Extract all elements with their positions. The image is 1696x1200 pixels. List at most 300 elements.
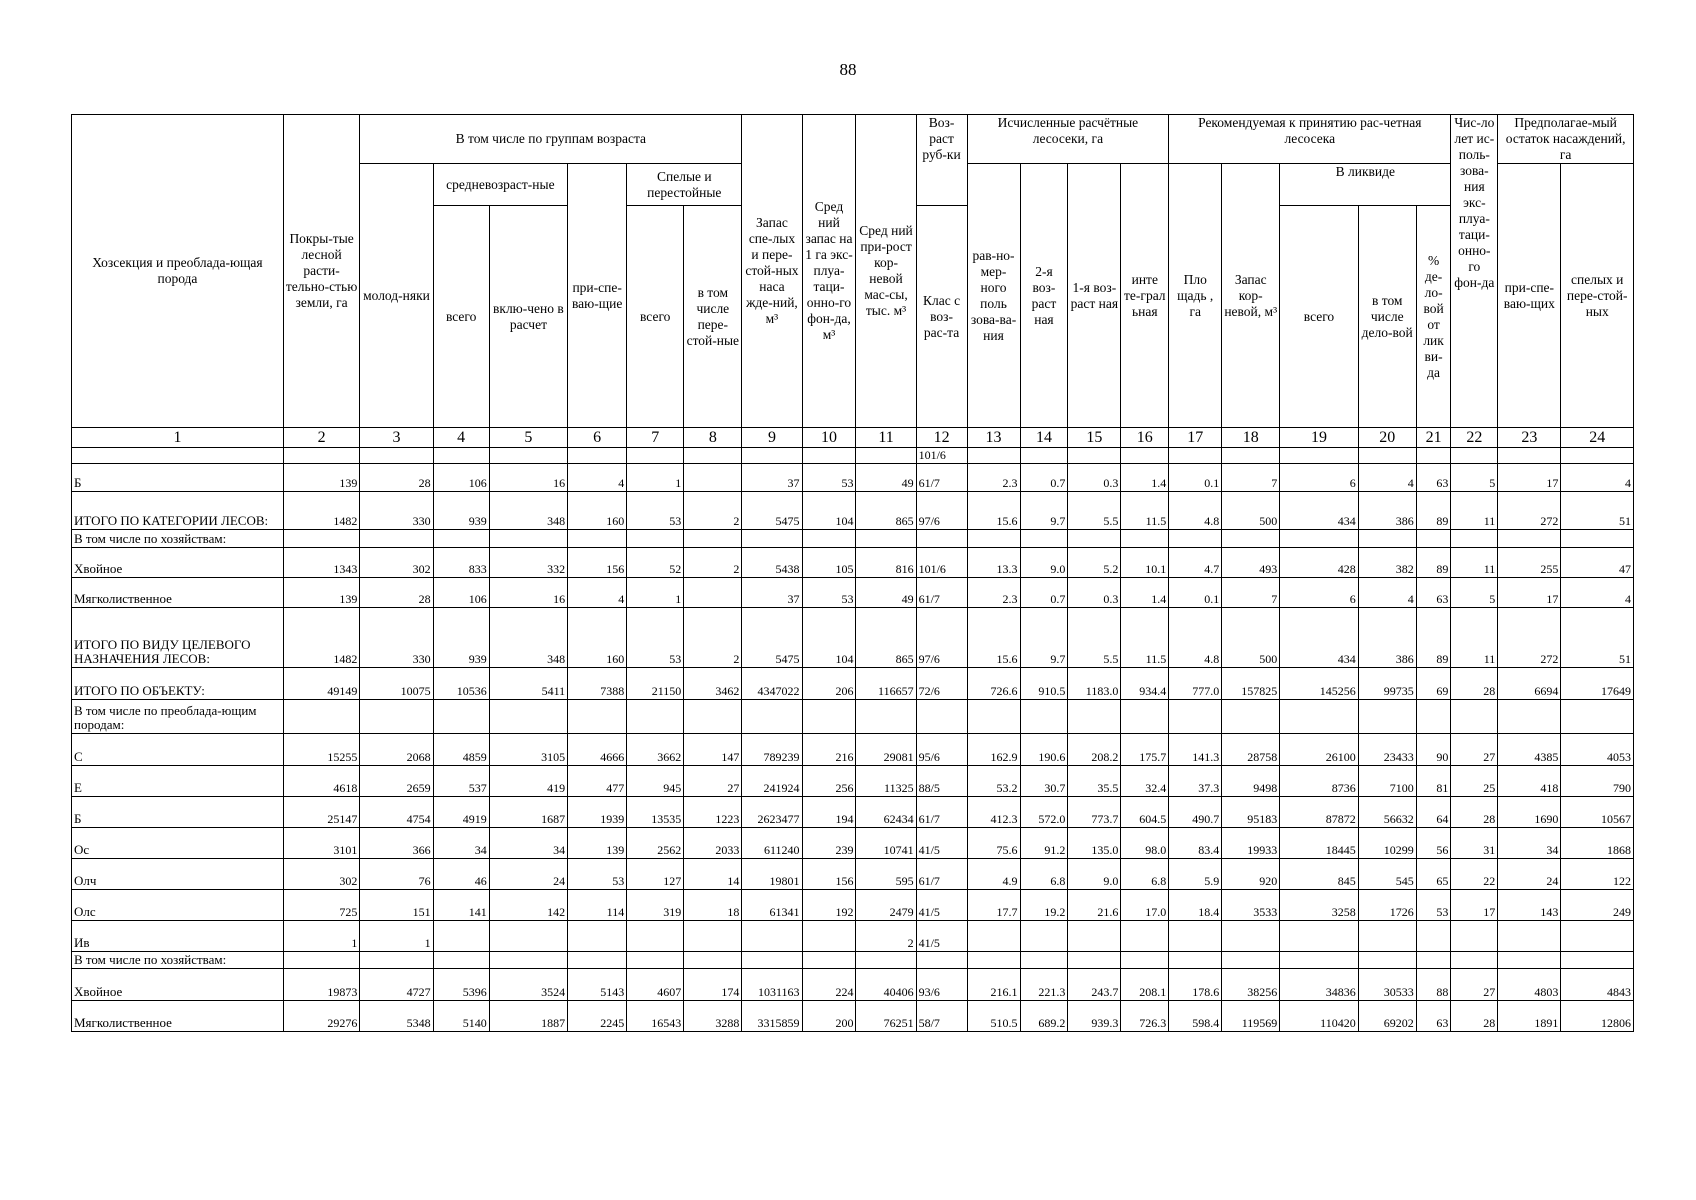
table-cell: 52 <box>627 548 684 578</box>
table-cell: 104 <box>802 492 856 530</box>
table-cell <box>568 530 627 548</box>
table-cell: 4666 <box>568 734 627 766</box>
table-cell: 10075 <box>360 668 433 700</box>
table-cell: 4 <box>568 464 627 492</box>
table-cell: 9.7 <box>1020 492 1068 530</box>
table-cell: 24 <box>1498 859 1561 890</box>
table-cell: 1 <box>627 578 684 608</box>
row-label: В том числе по хозяйствам: <box>72 530 284 548</box>
table-cell: 10.1 <box>1121 548 1169 578</box>
table-cell: 56632 <box>1358 797 1416 828</box>
table-cell: 135.0 <box>1068 828 1121 859</box>
table-cell: 93/6 <box>916 969 967 1001</box>
column-number: 16 <box>1121 428 1169 448</box>
table-cell <box>360 700 433 734</box>
table-cell: 76 <box>360 859 433 890</box>
table-cell: 65 <box>1416 859 1451 890</box>
table-cell: 27 <box>1451 969 1498 1001</box>
row-label: ИТОГО ПО ВИДУ ЦЕЛЕВОГО НАЗНАЧЕНИЯ ЛЕСОВ: <box>72 608 284 668</box>
table-cell <box>1416 530 1451 548</box>
table-cell: 28758 <box>1222 734 1280 766</box>
table-cell: 4618 <box>283 766 359 797</box>
table-cell: 46 <box>433 859 489 890</box>
table-cell: 63 <box>1416 464 1451 492</box>
table-cell <box>916 700 967 734</box>
table-cell: 51 <box>1561 492 1634 530</box>
table-cell: 34836 <box>1280 969 1358 1001</box>
table-cell: 4 <box>1358 464 1416 492</box>
table-cell: 147 <box>684 734 742 766</box>
header-23: при-спе-ваю-щих <box>1498 164 1561 428</box>
table-cell <box>1498 530 1561 548</box>
table-cell <box>1416 952 1451 969</box>
table-cell: 2 <box>856 921 916 952</box>
table-cell <box>568 921 627 952</box>
table-cell: 34 <box>433 828 489 859</box>
table-cell: 1223 <box>684 797 742 828</box>
table-cell: 162.9 <box>967 734 1020 766</box>
table-cell: 302 <box>283 859 359 890</box>
table-cell: 16 <box>489 464 567 492</box>
table-cell: 386 <box>1358 608 1416 668</box>
table-cell <box>1280 530 1358 548</box>
table-cell: 5.5 <box>1068 492 1121 530</box>
table-cell <box>1280 700 1358 734</box>
table-cell: 789239 <box>742 734 802 766</box>
table-cell: 90 <box>1416 734 1451 766</box>
table-cell: 76251 <box>856 1001 916 1032</box>
table-cell: 386 <box>1358 492 1416 530</box>
table-cell <box>433 530 489 548</box>
header-age-groups: В том числе по группам возраста <box>360 115 742 164</box>
table-cell: 726.6 <box>967 668 1020 700</box>
table-cell: 939 <box>433 492 489 530</box>
table-cell: 116657 <box>856 668 916 700</box>
table-cell: 101/6 <box>916 548 967 578</box>
column-number: 2 <box>283 428 359 448</box>
table-cell <box>684 952 742 969</box>
table-cell <box>627 921 684 952</box>
header-10: Сред ний запас на 1 га экс-плуа-таци-онно-го фон-да, м³ <box>802 115 856 428</box>
table-cell: 4607 <box>627 969 684 1001</box>
table-cell <box>1561 530 1634 548</box>
table-cell: 110420 <box>1280 1001 1358 1032</box>
table-cell: 56 <box>1416 828 1451 859</box>
table-cell: 139 <box>283 578 359 608</box>
table-cell: 88 <box>1416 969 1451 1001</box>
table-cell: 19.2 <box>1020 890 1068 921</box>
table-cell: 156 <box>568 548 627 578</box>
table-cell: 141 <box>433 890 489 921</box>
table-cell: 5 <box>1451 464 1498 492</box>
row-label: Хвойное <box>72 969 284 1001</box>
table-cell: 726.3 <box>1121 1001 1169 1032</box>
table-cell: 63 <box>1416 1001 1451 1032</box>
table-cell: 790 <box>1561 766 1634 797</box>
table-cell: 5438 <box>742 548 802 578</box>
table-cell: 9498 <box>1222 766 1280 797</box>
table-cell: 142 <box>489 890 567 921</box>
table-cell: 1 <box>360 921 433 952</box>
table-cell: 16 <box>489 578 567 608</box>
table-cell: 4347022 <box>742 668 802 700</box>
table-cell: 34 <box>489 828 567 859</box>
table-row <box>72 797 1634 828</box>
table-cell: 14 <box>684 859 742 890</box>
table-cell <box>1068 921 1121 952</box>
table-cell: 17.0 <box>1121 890 1169 921</box>
table-cell: 689.2 <box>1020 1001 1068 1032</box>
row-label: Олч <box>72 859 284 890</box>
table-cell <box>489 952 567 969</box>
table-cell: 53 <box>568 859 627 890</box>
header-remain: Предполагае-мый остаток насаждений, га <box>1498 115 1634 164</box>
table-cell: 604.5 <box>1121 797 1169 828</box>
table-cell: 2479 <box>856 890 916 921</box>
table-cell <box>360 530 433 548</box>
table-cell: 1343 <box>283 548 359 578</box>
header-mature: Спелые и перестойные <box>627 164 742 206</box>
table-cell: 221.3 <box>1020 969 1068 1001</box>
table-cell <box>1451 530 1498 548</box>
table-cell: 41/5 <box>916 921 967 952</box>
table-cell <box>856 700 916 734</box>
table-cell: 865 <box>856 492 916 530</box>
table-cell: 920 <box>1222 859 1280 890</box>
table-cell: 105 <box>802 548 856 578</box>
table-cell: 87872 <box>1280 797 1358 828</box>
table-cell: 30.7 <box>1020 766 1068 797</box>
table-cell: 537 <box>433 766 489 797</box>
table-cell: 5.5 <box>1068 608 1121 668</box>
table-cell: 53.2 <box>967 766 1020 797</box>
table-cell: 194 <box>802 797 856 828</box>
table-cell: 151 <box>360 890 433 921</box>
table-cell: 81 <box>1416 766 1451 797</box>
table-cell: 1 <box>283 921 359 952</box>
table-cell: 4 <box>1561 464 1634 492</box>
table-cell: 18 <box>684 890 742 921</box>
table-cell: 98.0 <box>1121 828 1169 859</box>
table-cell: 175.7 <box>1121 734 1169 766</box>
table-cell: 2623477 <box>742 797 802 828</box>
table-cell: 5475 <box>742 492 802 530</box>
table-cell: 89 <box>1416 492 1451 530</box>
table-cell: 18.4 <box>1169 890 1222 921</box>
table-cell: 40406 <box>856 969 916 1001</box>
table-cell <box>684 700 742 734</box>
header-20: в том числе дело-вой <box>1358 206 1416 428</box>
table-cell <box>967 700 1020 734</box>
table-cell <box>1358 921 1416 952</box>
table-cell <box>433 952 489 969</box>
table-cell <box>1020 952 1068 969</box>
table-cell: 5140 <box>433 1001 489 1032</box>
table-cell <box>568 952 627 969</box>
header-19: всего <box>1280 206 1358 428</box>
table-cell: 37 <box>742 464 802 492</box>
header-8: в том числе пере-стой-ные <box>684 206 742 428</box>
table-cell: 510.5 <box>967 1001 1020 1032</box>
header-4: всего <box>433 206 489 428</box>
table-cell <box>1451 952 1498 969</box>
table-cell: 17 <box>1498 578 1561 608</box>
table-cell: 224 <box>802 969 856 1001</box>
table-cell: 598.4 <box>1169 1001 1222 1032</box>
table-cell <box>1222 530 1280 548</box>
table-cell: 7 <box>1222 578 1280 608</box>
forest-table <box>71 114 1634 1032</box>
row-label: Б <box>72 797 284 828</box>
table-cell: 3533 <box>1222 890 1280 921</box>
table-cell: 833 <box>433 548 489 578</box>
table-cell: 25147 <box>283 797 359 828</box>
table-cell <box>1358 952 1416 969</box>
row-label: Олс <box>72 890 284 921</box>
table-cell: 28 <box>1451 797 1498 828</box>
table-cell: 69202 <box>1358 1001 1416 1032</box>
table-cell: 500 <box>1222 492 1280 530</box>
table-row <box>72 492 1634 530</box>
table-row <box>72 578 1634 608</box>
table-cell: 62434 <box>856 797 916 828</box>
table-cell: 35.5 <box>1068 766 1121 797</box>
table-cell: 11.5 <box>1121 492 1169 530</box>
table-cell: 412.3 <box>967 797 1020 828</box>
table-cell: 2068 <box>360 734 433 766</box>
table-cell: 434 <box>1280 492 1358 530</box>
header-18: Запас кор-невой, м³ <box>1222 164 1280 428</box>
table-cell: 4754 <box>360 797 433 828</box>
table-cell: 845 <box>1280 859 1358 890</box>
table-cell: 572.0 <box>1020 797 1068 828</box>
table-cell: 26100 <box>1280 734 1358 766</box>
table-cell: 23433 <box>1358 734 1416 766</box>
table-cell: 1891 <box>1498 1001 1561 1032</box>
table-cell <box>627 952 684 969</box>
table-row <box>72 952 1634 969</box>
table-cell: 53 <box>627 492 684 530</box>
table-cell <box>283 952 359 969</box>
table-cell: 243.7 <box>1068 969 1121 1001</box>
table-cell: 19801 <box>742 859 802 890</box>
table-cell: 939.3 <box>1068 1001 1121 1032</box>
table-cell: 28 <box>360 464 433 492</box>
table-cell: 939 <box>433 608 489 668</box>
table-cell: 178.6 <box>1169 969 1222 1001</box>
table-cell: 21.6 <box>1068 890 1121 921</box>
table-cell: 545 <box>1358 859 1416 890</box>
header-13: рав-но-мер-ного поль зова-ва-ния <box>967 164 1020 428</box>
table-cell: 17.7 <box>967 890 1020 921</box>
table-cell <box>1020 921 1068 952</box>
row-label: В том числе по преоблада-ющим породам: <box>72 700 284 734</box>
table-cell: 6694 <box>1498 668 1561 700</box>
table-cell: 1690 <box>1498 797 1561 828</box>
table-cell: 28 <box>1451 668 1498 700</box>
table-cell <box>1280 952 1358 969</box>
table-cell: 216.1 <box>967 969 1020 1001</box>
table-cell: 51 <box>1561 608 1634 668</box>
table-cell: 3105 <box>489 734 567 766</box>
column-number: 21 <box>1416 428 1451 448</box>
table-cell: 4919 <box>433 797 489 828</box>
table-cell <box>1222 700 1280 734</box>
table-cell: 10299 <box>1358 828 1416 859</box>
table-cell: 95/6 <box>916 734 967 766</box>
table-cell: 11 <box>1451 548 1498 578</box>
table-cell: 434 <box>1280 608 1358 668</box>
table-cell: 5348 <box>360 1001 433 1032</box>
column-number: 23 <box>1498 428 1561 448</box>
table-cell: 174 <box>684 969 742 1001</box>
table-cell: 10741 <box>856 828 916 859</box>
table-cell: 611240 <box>742 828 802 859</box>
table-cell: 249 <box>1561 890 1634 921</box>
table-cell: 477 <box>568 766 627 797</box>
header-16: инте те-грал ьная <box>1121 164 1169 428</box>
table-cell: 49 <box>856 578 916 608</box>
table-cell: 0.7 <box>1020 464 1068 492</box>
table-cell: 200 <box>802 1001 856 1032</box>
table-cell: 4.7 <box>1169 548 1222 578</box>
table-cell: 99735 <box>1358 668 1416 700</box>
top-age-value: 101/6 <box>916 448 967 464</box>
header-3: молод-няки <box>360 164 433 428</box>
table-cell <box>742 952 802 969</box>
table-cell: 53 <box>627 608 684 668</box>
table-cell: 0.3 <box>1068 464 1121 492</box>
header-5: вклю-чено в расчет <box>489 206 567 428</box>
column-number: 8 <box>684 428 742 448</box>
table-row <box>72 766 1634 797</box>
column-number: 19 <box>1280 428 1358 448</box>
table-cell: 61/7 <box>916 578 967 608</box>
column-number: 14 <box>1020 428 1068 448</box>
table-cell: 69 <box>1416 668 1451 700</box>
table-cell: 3288 <box>684 1001 742 1032</box>
table-cell: 4843 <box>1561 969 1634 1001</box>
table-cell: 32.4 <box>1121 766 1169 797</box>
table-cell <box>1451 700 1498 734</box>
table-cell: 75.6 <box>967 828 1020 859</box>
table-cell <box>489 700 567 734</box>
table-cell: 5411 <box>489 668 567 700</box>
table-cell: 22 <box>1451 859 1498 890</box>
header-12: Клас с воз-рас-та <box>916 206 967 428</box>
table-cell <box>1358 700 1416 734</box>
header-11: Сред ний при-рост кор-невой мас-сы, тыс. м³ <box>856 115 916 428</box>
column-number-row <box>72 428 1634 448</box>
table-cell: 15.6 <box>967 608 1020 668</box>
table-row <box>72 448 1634 464</box>
table-cell <box>283 700 359 734</box>
table-cell <box>568 700 627 734</box>
table-cell: 1183.0 <box>1068 668 1121 700</box>
table-cell <box>1169 530 1222 548</box>
table-cell: 428 <box>1280 548 1358 578</box>
table-cell: 8736 <box>1280 766 1358 797</box>
table-cell: 122 <box>1561 859 1634 890</box>
table-cell: 97/6 <box>916 608 967 668</box>
table-cell <box>742 530 802 548</box>
column-number: 7 <box>627 428 684 448</box>
table-cell: 5396 <box>433 969 489 1001</box>
table-cell: 89 <box>1416 608 1451 668</box>
table-cell <box>856 530 916 548</box>
table-cell: 0.7 <box>1020 578 1068 608</box>
page-number: 88 <box>839 60 857 79</box>
table-cell: 5.2 <box>1068 548 1121 578</box>
table-cell: 9.0 <box>1020 548 1068 578</box>
table-cell: 10536 <box>433 668 489 700</box>
table-cell: 4859 <box>433 734 489 766</box>
table-cell: 160 <box>568 608 627 668</box>
header-1: Хозсекция и преоблада-ющая порода <box>72 115 284 428</box>
table-cell: 5.9 <box>1169 859 1222 890</box>
table-cell: 27 <box>1451 734 1498 766</box>
table-cell: 272 <box>1498 608 1561 668</box>
table-cell: 114 <box>568 890 627 921</box>
table-cell: 11325 <box>856 766 916 797</box>
table-cell: 241924 <box>742 766 802 797</box>
row-label: Ос <box>72 828 284 859</box>
header-7: всего <box>627 206 684 428</box>
column-number: 12 <box>916 428 967 448</box>
table-cell: 255 <box>1498 548 1561 578</box>
table-cell <box>489 530 567 548</box>
table-cell <box>1561 921 1634 952</box>
table-cell: 1.4 <box>1121 464 1169 492</box>
table-cell: 1887 <box>489 1001 567 1032</box>
table-cell: 4053 <box>1561 734 1634 766</box>
table-cell <box>1498 700 1561 734</box>
table-cell <box>1068 700 1121 734</box>
column-number: 4 <box>433 428 489 448</box>
table-cell: 41/5 <box>916 828 967 859</box>
table-cell: 160 <box>568 492 627 530</box>
table-cell: 16543 <box>627 1001 684 1032</box>
table-cell <box>967 530 1020 548</box>
table-row <box>72 464 1634 492</box>
header-liquid: В ликвиде <box>1280 164 1451 206</box>
table-cell: 30533 <box>1358 969 1416 1001</box>
table-cell <box>1068 530 1121 548</box>
table-row <box>72 734 1634 766</box>
table-cell: 4.8 <box>1169 608 1222 668</box>
table-cell: 206 <box>802 668 856 700</box>
table-row <box>72 828 1634 859</box>
table-cell <box>1498 921 1561 952</box>
table-cell <box>802 700 856 734</box>
table-cell: 64 <box>1416 797 1451 828</box>
table-cell: 106 <box>433 578 489 608</box>
header-9: Запас спе-лых и пере-стой-ных наса жде-ний, м³ <box>742 115 802 428</box>
table-cell: 106 <box>433 464 489 492</box>
table-cell: 31 <box>1451 828 1498 859</box>
table-cell <box>742 700 802 734</box>
table-cell: 1687 <box>489 797 567 828</box>
table-cell: 28 <box>360 578 433 608</box>
table-cell <box>1169 700 1222 734</box>
table-cell: 1939 <box>568 797 627 828</box>
row-label: ИТОГО ПО КАТЕГОРИИ ЛЕСОВ: <box>72 492 284 530</box>
table-cell: 29081 <box>856 734 916 766</box>
table-cell: 3524 <box>489 969 567 1001</box>
table-cell: 24 <box>489 859 567 890</box>
table-cell: 4385 <box>1498 734 1561 766</box>
table-cell: 3315859 <box>742 1001 802 1032</box>
